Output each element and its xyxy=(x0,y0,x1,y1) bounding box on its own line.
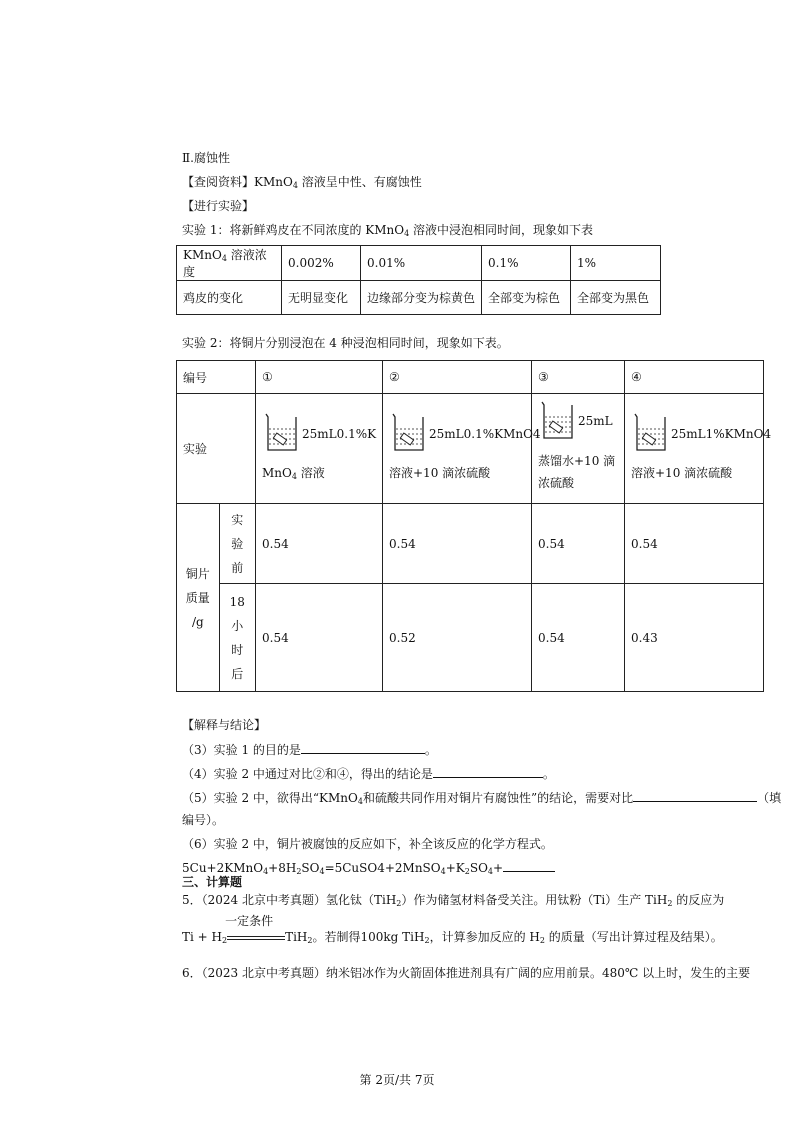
solution-label-bottom: 溶液+10 滴浓硫酸 xyxy=(389,466,491,480)
table-cell: 1% xyxy=(571,246,661,281)
calc-question-6: 6．（2023 北京中考真题）纳米铝冰作为火箭固体推进剂具有广阔的应用前景。480℃ 以上时，发生的主要 xyxy=(182,966,751,980)
solution-label-bottom: 溶液+10 滴浓硫酸 xyxy=(631,466,733,480)
table-copper xyxy=(176,360,772,692)
row-label-change: 鸡皮的变化 xyxy=(177,281,282,315)
chemical-equation: $5Cu+2KMnO_4+8H_2SO_4=5CuSO4+2MnSO_4+K_2SO_4+$ xyxy=(182,859,555,880)
experiment-heading: 【进行实验】 xyxy=(182,199,255,213)
calc-question-5: 5．（2024 北京中考真题）氢化钛（TiH$_2$）作为储氢材料备受关注。用钛粉（Ti）生产 TiH$_2$ 的反应为 xyxy=(182,893,725,908)
table-cell: 0.54 xyxy=(532,504,625,584)
exp1-sub: 4 xyxy=(404,229,410,238)
solution-label: 25mL1%KMnO4 xyxy=(671,427,772,441)
table-cell: 0.54 xyxy=(383,504,532,584)
table-row xyxy=(177,246,661,281)
section-calculation: 三、计算题 xyxy=(182,875,243,889)
experiment-cell-2 xyxy=(383,394,541,504)
table-cell: 0.52 xyxy=(383,584,532,692)
answer-blank[interactable] xyxy=(503,859,555,872)
table-cell: 0.1% xyxy=(482,246,571,281)
table-cell: 0.43 xyxy=(625,584,764,692)
calc-question-5-equation: $Ti + H_2$ 一定条件 TiH$_2$。若制得100kg TiH$_2$，计算参加反应的 $H_2$ 的质量（写出计算过程及结果）。 xyxy=(182,913,723,945)
solution-label: 25mL xyxy=(578,414,613,428)
table-cell: 全部变为黑色 xyxy=(571,281,661,315)
solution-label-bottom: MnO$_4$ 溶液 xyxy=(262,466,325,481)
header-cell: ③ xyxy=(532,361,625,394)
experiment1-description xyxy=(182,222,593,242)
row-label-experiment: 实验 xyxy=(177,394,256,504)
header-cell: ① xyxy=(256,361,383,394)
table-cell: 全部变为棕色 xyxy=(482,281,571,315)
question-5: （5）实验 2 中，欲得出“KMnO$_4$和硫酸共同作用对铜片有腐蚀性”的结论，需要对比 （填 xyxy=(182,791,782,806)
solution-label-line3: 浓硫酸 xyxy=(538,476,575,490)
answer-blank[interactable] xyxy=(433,765,543,778)
question-6: （6）实验 2 中，铜片被腐蚀的反应如下，补全该反应的化学方程式。 xyxy=(182,837,553,851)
question-3: （3）实验 1 的目的是 。 xyxy=(182,743,437,757)
table-row xyxy=(177,394,764,504)
consult-text: 【查阅资料】KMnO xyxy=(182,175,293,189)
reaction-arrow xyxy=(225,913,285,944)
table-cell: 边缘部分变为棕黄色 xyxy=(361,281,482,315)
row-label-concentration: KMnO$_4$ 溶液浓度 xyxy=(177,246,282,281)
table-cell: 无明显变化 xyxy=(282,281,361,315)
explain-heading: 【解释与结论】 xyxy=(182,718,267,732)
experiment2-description: 实验 2：将铜片分别浸泡在 4 种浸泡相同时间，现象如下表。 xyxy=(182,336,509,350)
experiment-cell-4 xyxy=(625,394,772,504)
experiment-cell-3 xyxy=(532,394,625,504)
table-chicken-skin xyxy=(176,245,661,315)
experiment-cell-1 xyxy=(256,394,383,504)
table-row xyxy=(177,361,764,394)
consult-text-post: 溶液呈中性、有腐蚀性 xyxy=(297,175,422,189)
header-cell: ② xyxy=(383,361,532,394)
table-cell: 0.54 xyxy=(256,584,383,692)
solution-label: 25mL0.1%K xyxy=(302,427,377,441)
exp1-text: 实验 1：将新鲜鸡皮在不同浓度的 KMnO xyxy=(182,223,405,237)
header-number: 编号 xyxy=(177,361,256,394)
reaction-condition: 一定条件 xyxy=(225,913,274,928)
table-cell: 0.01% xyxy=(361,246,482,281)
solution-label-line2: 蒸馏水+10 滴 xyxy=(538,454,616,468)
page-footer: 第 2页/共 7页 xyxy=(359,1073,435,1087)
table-cell: 0.54 xyxy=(256,504,383,584)
row-label-mass: 铜片 质量 /g xyxy=(177,504,220,692)
question-5-line2: 编号）。 xyxy=(182,813,225,827)
header-cell: ④ xyxy=(625,361,764,394)
beaker-icon xyxy=(391,412,425,452)
solution-label: 25mL0.1%KMnO4 xyxy=(429,427,541,441)
table-row xyxy=(177,504,764,584)
table-row xyxy=(177,281,661,315)
section-heading-corrosion: Ⅱ.腐蚀性 xyxy=(182,151,230,165)
table-cell: 0.54 xyxy=(625,504,764,584)
exp1-text-post: 溶液中浸泡相同时间，现象如下表 xyxy=(409,223,594,237)
consult-materials-line xyxy=(182,174,422,194)
beaker-icon xyxy=(633,412,667,452)
answer-blank[interactable] xyxy=(301,741,425,754)
row-label-before: 实 验 前 xyxy=(219,504,255,584)
consult-sub: 4 xyxy=(292,181,298,190)
table-row xyxy=(177,584,764,692)
beaker-icon xyxy=(540,400,574,440)
table-cell: 0.54 xyxy=(532,584,625,692)
question-4: （4）实验 2 中通过对比②和④，得出的结论是 。 xyxy=(182,767,555,781)
row-label-after: 18 小 时 后 xyxy=(219,584,255,692)
beaker-icon xyxy=(264,412,298,452)
table-cell: 0.002% xyxy=(282,246,361,281)
answer-blank[interactable] xyxy=(633,789,757,802)
